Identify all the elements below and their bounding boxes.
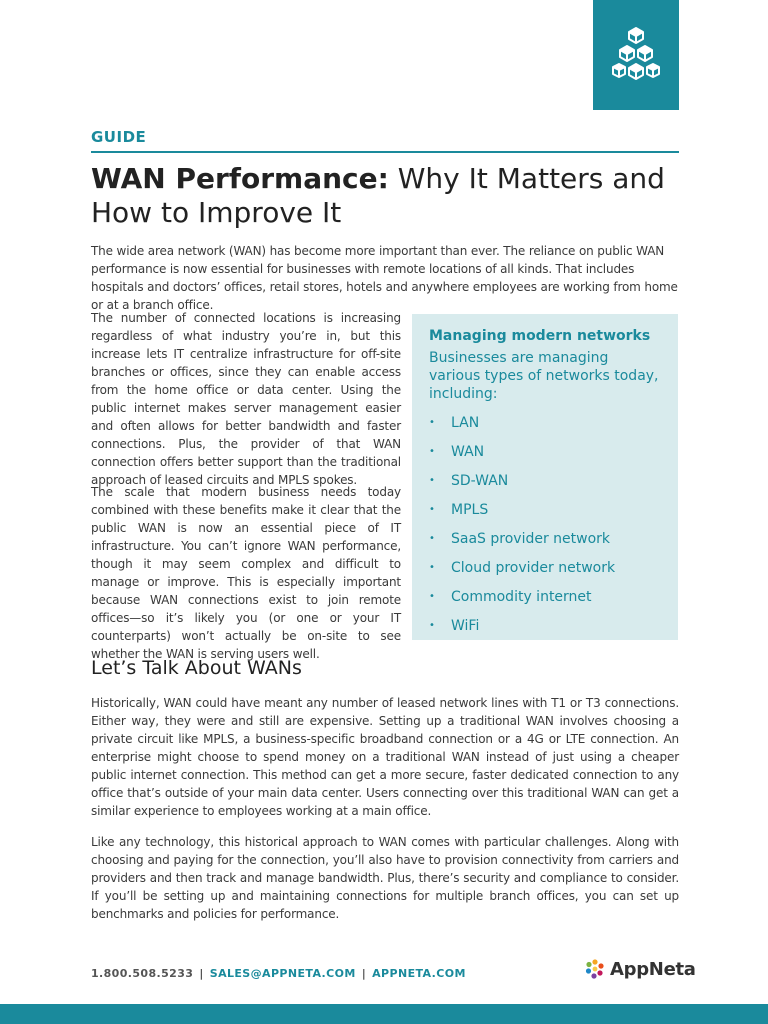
list-item-label: LAN	[451, 415, 480, 431]
title-strong: WAN Performance:	[91, 162, 389, 195]
list-item-label: Cloud provider network	[451, 560, 616, 576]
bullet-icon: •	[429, 446, 435, 457]
header-divider	[91, 151, 679, 153]
sidebar-subheading: Businesses are managing various types of networks today, including:	[429, 350, 659, 402]
list-item	[429, 529, 662, 558]
appneta-logo-icon	[584, 958, 606, 980]
bullet-icon: •	[429, 475, 435, 486]
list-item	[429, 558, 662, 587]
list-item-label: SD-WAN	[451, 473, 509, 489]
list-item	[429, 442, 662, 471]
website-link[interactable]: APPNETA.COM	[372, 967, 466, 980]
cubes-icon	[611, 26, 661, 84]
list-item	[429, 471, 662, 500]
phone-number[interactable]: 1.800.508.5233	[91, 967, 194, 980]
bullet-icon: •	[429, 533, 435, 544]
list-item-label: Commodity internet	[451, 589, 592, 605]
sidebar-heading: Managing modern networks	[429, 328, 651, 344]
bullet-icon: •	[429, 591, 435, 602]
list-item-label: MPLS	[451, 502, 489, 518]
column-paragraph-1: The number of connected locations is increasing regardless of what industry you’re in, but this increase lets IT centralize infrastructure for off-site branches or offices, since they can enable access from the home office or data center. Using the public internet makes server management easier and often allows for better bandwidth and faster connections. Plus, the provider of that WAN connection offers better support than the traditional approach of leased circuits and MPLS spokes.	[91, 311, 401, 487]
footer-bar	[0, 1004, 768, 1024]
bullet-icon: •	[429, 504, 435, 515]
section-paragraph-2: Like any technology, this historical approach to WAN comes with particular challenges. Along with choosing and paying for the connection, you’ll also have to provision connectivity from carriers and providers and then track and manage bandwidth. Plus, there’s security and compliance to consider. If you’ll be setting up and maintaining connections for multiple branch offices, you can set up benchmarks and policies for performance.	[91, 835, 679, 921]
intro-paragraph: The wide area network (WAN) has become more important than ever. The reliance on public WAN performance is now essential for businesses with remote locations of all kinds. That includes hospitals and doctors’ offices, retail stores, hotels and anywhere employees are working from home or at a branch office.	[91, 244, 678, 312]
network-type-list	[429, 413, 662, 645]
bullet-icon: •	[429, 562, 435, 573]
brand-logo	[584, 958, 696, 980]
page-title	[91, 162, 679, 230]
email-link[interactable]: SALES@APPNETA.COM	[209, 967, 356, 980]
footer-separator: |	[199, 967, 204, 980]
list-item-label: WiFi	[451, 618, 480, 634]
bullet-icon: •	[429, 620, 435, 631]
sidebar-callout	[412, 314, 678, 640]
list-item-label: SaaS provider network	[451, 531, 611, 547]
document-type-label: GUIDE	[91, 128, 147, 146]
footer-separator: |	[361, 967, 367, 980]
list-item	[429, 616, 662, 645]
bullet-icon: •	[429, 417, 435, 428]
list-item	[429, 413, 662, 442]
logo-box	[593, 0, 679, 110]
section-paragraph-1: Historically, WAN could have meant any number of leased network lines with T1 or T3 connections. Either way, they were and still are expensive. Setting up a traditional WAN involves choosing a private circuit like MPLS, a business-specific broadband connection or a 4G or LTE connection. An enterprise might choose to spend money on a traditional WAN instead of just using a cheaper public internet connection. This method can get a more secure, faster dedicated connection to any office that’s outside of your main data center. Users connecting over this traditional WAN can get a similar experience to employees working at a main office.	[91, 696, 679, 818]
column-paragraph-2: The scale that modern business needs today combined with these benefits make it clear that the public WAN is now an essential piece of IT infrastructure. You can’t ignore WAN performance, though it may seem complex and difficult to manage or improve. This is especially important because WAN connections exist to join remote offices—so it’s likely you (or one or your IT counterparts) won’t actually be on-site to see whether the WAN is serving users well.	[91, 485, 401, 661]
section-heading: Let’s Talk About WANs	[91, 657, 302, 679]
list-item	[429, 500, 662, 529]
title-rest: Why It Matters and How to Improve It	[91, 162, 665, 229]
footer-contact	[91, 967, 466, 980]
brand-name: AppNeta	[610, 958, 696, 980]
list-item-label: WAN	[451, 444, 485, 460]
list-item	[429, 587, 662, 616]
